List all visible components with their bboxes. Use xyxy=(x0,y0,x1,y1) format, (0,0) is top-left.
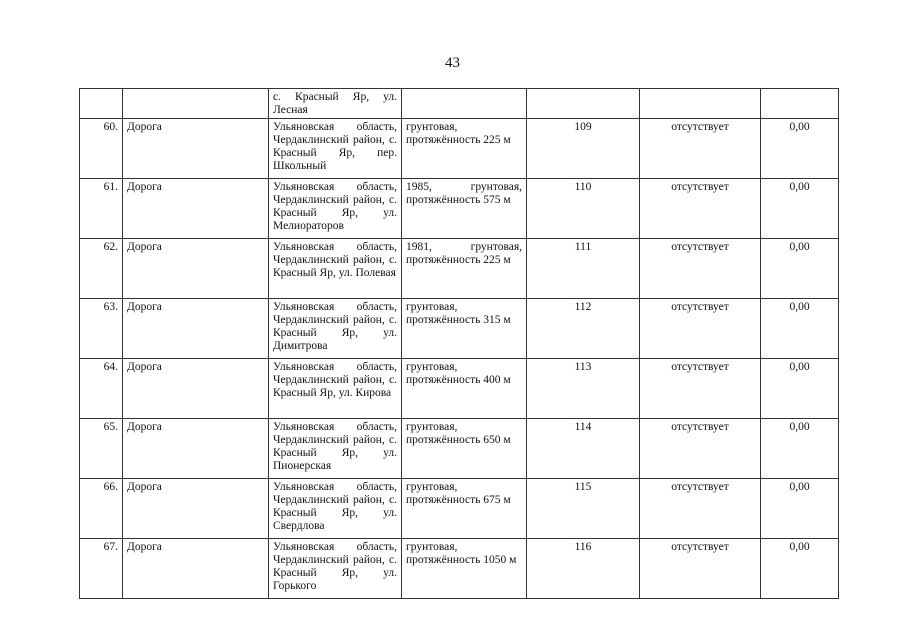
cell-address: Ульяновская область, Чердаклинский район, с. Красный Яр, ул. Пионерская xyxy=(269,419,402,479)
cell-cost: 0,00 xyxy=(761,299,839,359)
cell-cost: 0,00 xyxy=(761,239,839,299)
cell-reg-no: 113 xyxy=(527,359,640,419)
cell-name: Дорога xyxy=(123,539,269,599)
cell-address: Ульяновская область, Чердаклинский район, с. Красный Яр, ул. Мелиораторов xyxy=(269,179,402,239)
cell-num: 62. xyxy=(80,239,123,299)
cell-cost: 0,00 xyxy=(761,359,839,419)
cell-num: 60. xyxy=(80,119,123,179)
page-number: 43 xyxy=(445,55,460,71)
table-row xyxy=(80,539,839,599)
cell-address: Ульяновская область, Чердаклинский район, с. Красный Яр, ул. Свердлова xyxy=(269,479,402,539)
cell-status: отсутствует xyxy=(640,479,761,539)
table-row xyxy=(80,419,839,479)
cell-cost: 0,00 xyxy=(761,479,839,539)
cell-reg-no: 114 xyxy=(527,419,640,479)
cell-description: грунтовая, протяжённость 1050 м xyxy=(402,539,527,599)
cell-num: 65. xyxy=(80,419,123,479)
cell-address: Ульяновская область, Чердаклинский район, с. Красный Яр, ул. Полевая xyxy=(269,239,402,299)
cell-num: 63. xyxy=(80,299,123,359)
cell-num: 64. xyxy=(80,359,123,419)
cell-address: Ульяновская область, Чердаклинский район, с. Красный Яр, ул. Димитрова xyxy=(269,299,402,359)
cell-address: Ульяновская область, Чердаклинский район, с. Красный Яр, ул. Кирова xyxy=(269,359,402,419)
cell-cost: 0,00 xyxy=(761,119,839,179)
cell-num xyxy=(80,89,123,119)
cell-name: Дорога xyxy=(123,479,269,539)
table-row xyxy=(80,479,839,539)
table-row xyxy=(80,239,839,299)
continuation-row xyxy=(80,89,839,119)
cell-cost: 0,00 xyxy=(761,419,839,479)
cell-status: отсутствует xyxy=(640,359,761,419)
cell-description: грунтовая, протяжённость 315 м xyxy=(402,299,527,359)
cell-reg-no: 112 xyxy=(527,299,640,359)
cell-reg-no: 115 xyxy=(527,479,640,539)
table-row xyxy=(80,359,839,419)
cell-name xyxy=(123,89,269,119)
cell-name: Дорога xyxy=(123,179,269,239)
cell-description: грунтовая, протяжённость 650 м xyxy=(402,419,527,479)
cell-status: отсутствует xyxy=(640,119,761,179)
property-registry-table xyxy=(79,88,839,599)
cell-reg-no: 111 xyxy=(527,239,640,299)
cell-description: 1981, грунтовая, протяжённость 225 м xyxy=(402,239,527,299)
cell-name: Дорога xyxy=(123,359,269,419)
cell-name: Дорога xyxy=(123,119,269,179)
cell-status: отсутствует xyxy=(640,299,761,359)
cell-address: с. Красный Яр, ул. Лесная xyxy=(269,89,402,119)
cell-reg-no xyxy=(527,89,640,119)
cell-address: Ульяновская область, Чердаклинский район, с. Красный Яр, ул. Горького xyxy=(269,539,402,599)
cell-name: Дорога xyxy=(123,239,269,299)
table-row xyxy=(80,299,839,359)
cell-status: отсутствует xyxy=(640,419,761,479)
cell-status xyxy=(640,89,761,119)
cell-description: 1985, грунтовая, протяжённость 575 м xyxy=(402,179,527,239)
cell-cost: 0,00 xyxy=(761,539,839,599)
cell-status: отсутствует xyxy=(640,539,761,599)
cell-reg-no: 109 xyxy=(527,119,640,179)
registry-body xyxy=(80,89,839,599)
cell-num: 66. xyxy=(80,479,123,539)
cell-reg-no: 116 xyxy=(527,539,640,599)
cell-cost: 0,00 xyxy=(761,179,839,239)
cell-reg-no: 110 xyxy=(527,179,640,239)
cell-description: грунтовая, протяжённость 400 м xyxy=(402,359,527,419)
cell-status: отсутствует xyxy=(640,239,761,299)
cell-description xyxy=(402,89,527,119)
cell-name: Дорога xyxy=(123,299,269,359)
cell-status: отсутствует xyxy=(640,179,761,239)
cell-num: 61. xyxy=(80,179,123,239)
table-row xyxy=(80,179,839,239)
cell-description: грунтовая, протяжённость 675 м xyxy=(402,479,527,539)
cell-address: Ульяновская область, Чердаклинский район, с. Красный Яр, пер. Школьный xyxy=(269,119,402,179)
cell-num: 67. xyxy=(80,539,123,599)
table-row xyxy=(80,119,839,179)
cell-name: Дорога xyxy=(123,419,269,479)
cell-cost xyxy=(761,89,839,119)
cell-description: грунтовая, протяжённость 225 м xyxy=(402,119,527,179)
